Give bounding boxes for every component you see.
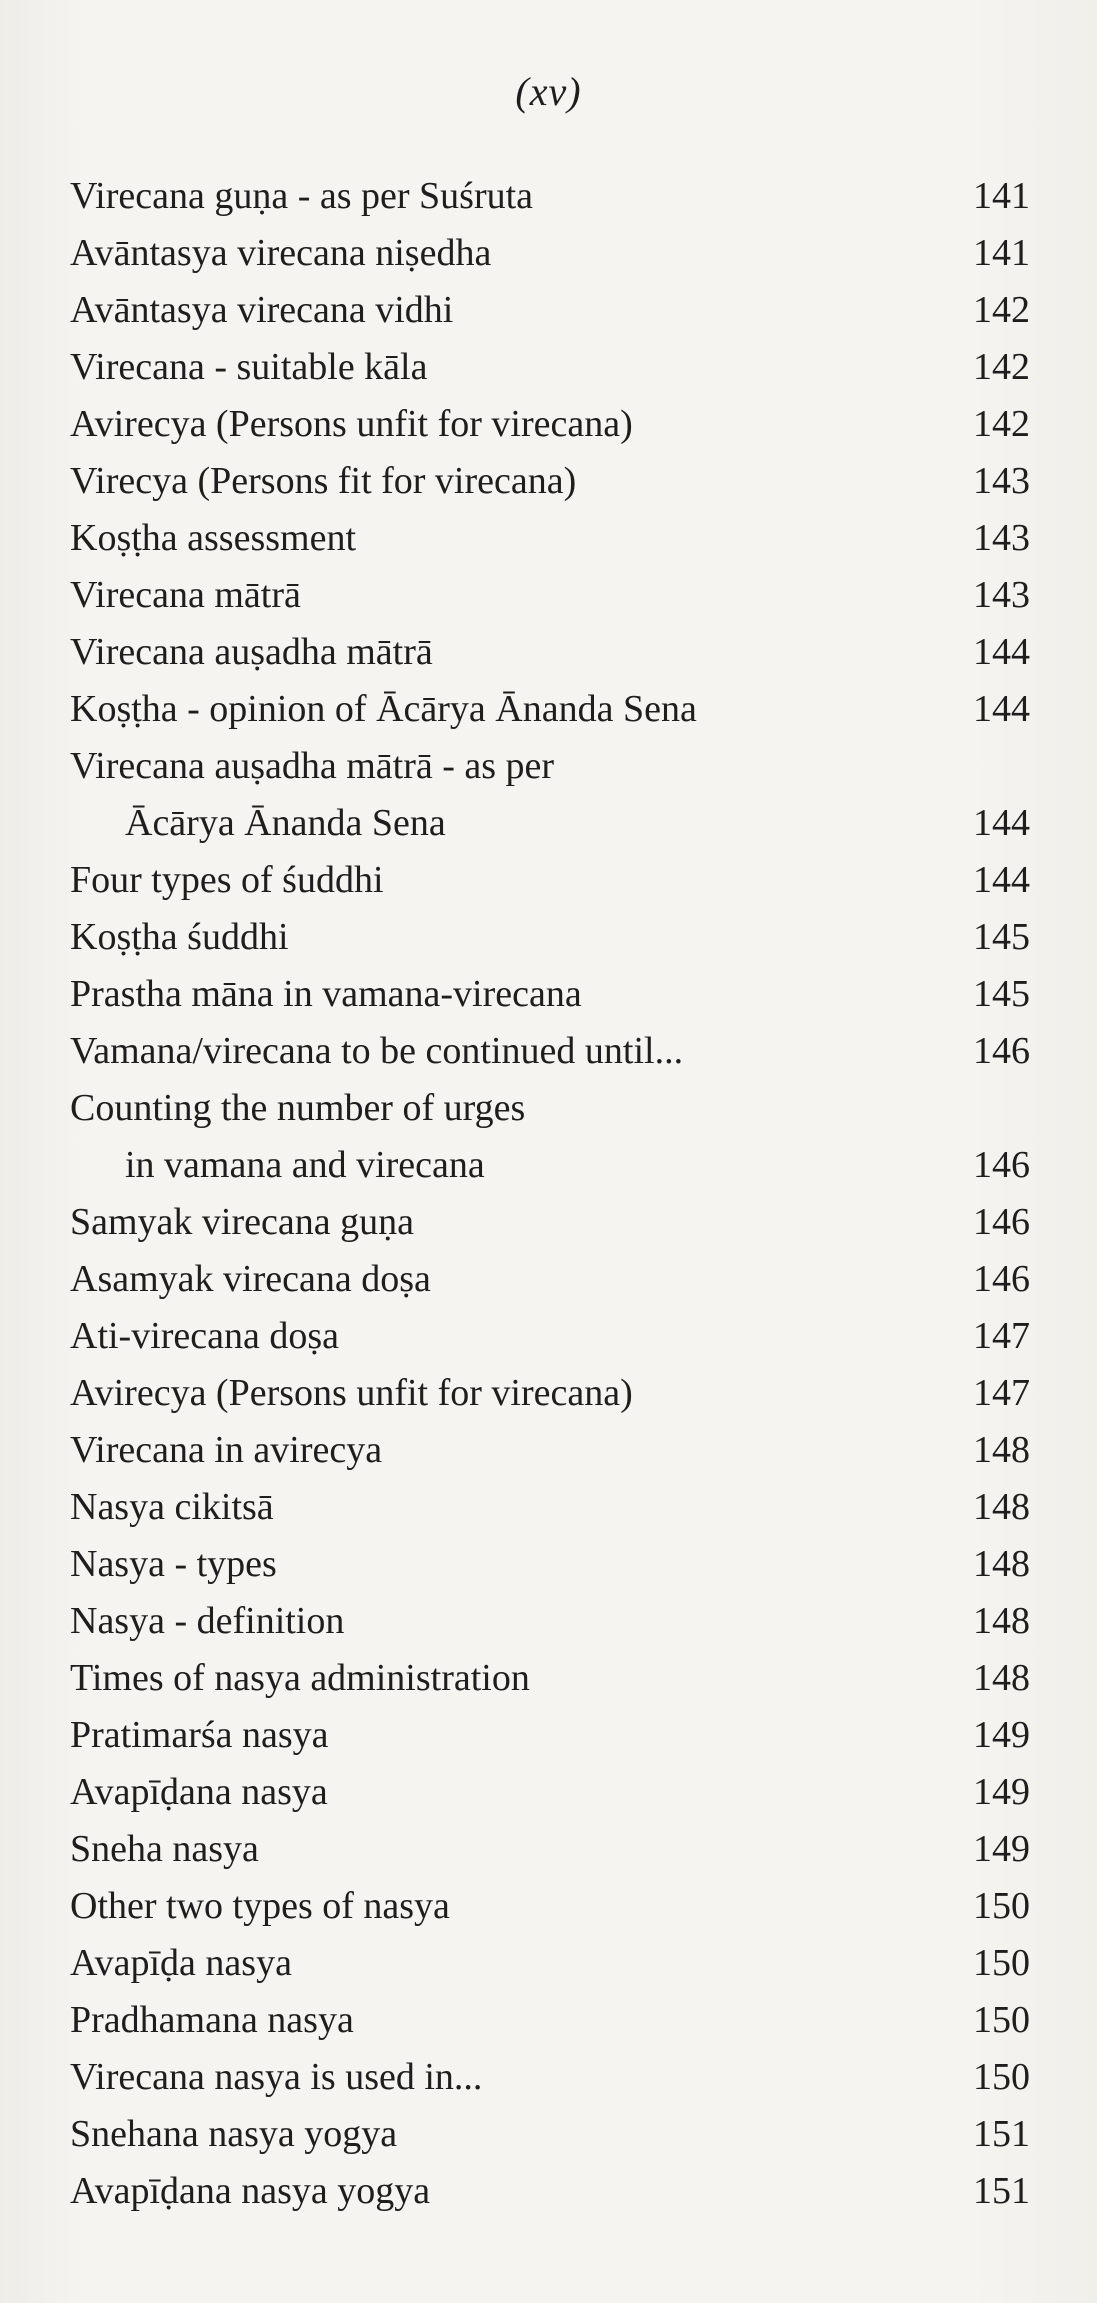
- toc-entry-title: [70, 510, 910, 567]
- toc-entry-title: [70, 1308, 910, 1365]
- toc-entry-page-number: 151: [973, 2170, 1030, 2212]
- toc-entry: [70, 1935, 1030, 1992]
- toc-entry: [70, 1479, 1030, 1536]
- toc-entry-title-line: Counting the number of urges: [70, 1087, 526, 1129]
- toc-entry-title-line: Asamyak virecana doṣa: [70, 1258, 431, 1300]
- toc-entry-title-line: Koṣṭha assessment: [70, 517, 357, 559]
- toc-entry-title-line: Nasya cikitsā: [70, 1486, 274, 1528]
- toc-entry-page-number: 149: [973, 1771, 1030, 1813]
- toc-entry: [70, 1194, 1030, 1251]
- toc-entry-title: [70, 1365, 910, 1422]
- toc-entry-page-number: 150: [973, 1885, 1030, 1927]
- toc-entry-title: [70, 966, 910, 1023]
- toc-entry: [70, 1764, 1030, 1821]
- toc-entry-page-number: 145: [973, 973, 1030, 1015]
- toc-entry-title-line: Samyak virecana guṇa: [70, 1201, 414, 1243]
- toc-entry: [70, 966, 1030, 1023]
- toc-entry-page-number: 143: [973, 574, 1030, 616]
- toc-entry-page-number: 144: [973, 802, 1030, 844]
- toc-entry-title-line: Koṣṭha śuddhi: [70, 916, 289, 958]
- toc-entry-title-line: Virecana guṇa - as per Suśruta: [70, 175, 534, 217]
- toc-entry-title: [70, 1593, 910, 1650]
- toc-entry: [70, 1422, 1030, 1479]
- toc-entry-title: [70, 168, 910, 225]
- toc-entry: [70, 1707, 1030, 1764]
- toc-entry: [70, 1023, 1030, 1080]
- toc-entry: [70, 567, 1030, 624]
- toc-entry: [70, 1365, 1030, 1422]
- toc-entry-page-number: 146: [973, 1030, 1030, 1072]
- toc-entry-title: [70, 1935, 910, 1992]
- toc-entry: [70, 2106, 1030, 2163]
- toc-entry: [70, 1536, 1030, 1593]
- toc-entry-title-line: Virecana mātrā: [70, 574, 301, 616]
- toc-entry-title-line: Avirecya (Persons unfit for virecana): [70, 1372, 633, 1414]
- toc-entry-title-line: Avapīḍana nasya: [70, 1771, 328, 1813]
- toc-entry-title-line: Avāntasya virecana vidhi: [70, 289, 454, 331]
- toc-entry-title: [70, 225, 910, 282]
- toc-entry-title: [70, 1422, 910, 1479]
- toc-entry-title-line: Avapīḍa nasya: [70, 1942, 292, 1984]
- toc-entry-page-number: 147: [973, 1315, 1030, 1357]
- toc-entry-title-line: Pradhamana nasya: [70, 1999, 354, 2041]
- toc-entry-title-line: Avapīḍana nasya yogya: [70, 2170, 431, 2212]
- toc-entry-title-line: Ati-virecana doṣa: [70, 1315, 340, 1357]
- toc-entry-title-line: Virecana nasya is used in...: [70, 2056, 483, 2098]
- toc-entry-title-line: Nasya - definition: [70, 1600, 345, 1642]
- toc-entry: [70, 1251, 1030, 1308]
- toc-entry-page-number: 146: [973, 1201, 1030, 1243]
- toc-entry-title: [70, 1821, 910, 1878]
- toc-entry-page-number: 150: [973, 1999, 1030, 2041]
- toc-entry: [70, 738, 1030, 852]
- toc-entry-title: [70, 1992, 910, 2049]
- toc-entry-title-line: Prastha māna in vamana-virecana: [70, 973, 582, 1015]
- toc-entry-title: [70, 1479, 910, 1536]
- toc-entry-title: [70, 1251, 910, 1308]
- toc-entry-title: [70, 909, 910, 966]
- toc-entry-page-number: 148: [973, 1543, 1030, 1585]
- toc-entry-page-number: 141: [973, 175, 1030, 217]
- toc-entry-title: [70, 738, 910, 852]
- toc-entry-page-number: 151: [973, 2113, 1030, 2155]
- toc-entry-title: [70, 1080, 910, 1194]
- toc-entry-title-line: Virecana auṣadha mātrā - as per: [70, 745, 555, 787]
- toc-entry-page-number: 150: [973, 1942, 1030, 1984]
- toc-entry-title: [70, 1194, 910, 1251]
- toc-entry-page-number: 150: [973, 2056, 1030, 2098]
- toc-entry: [70, 1650, 1030, 1707]
- toc-entry-title-continuation: in vamana and virecana: [125, 1144, 485, 1186]
- toc-entry-title: [70, 1878, 910, 1935]
- toc-entry: [70, 1593, 1030, 1650]
- page-number-header: (xv): [515, 69, 582, 114]
- toc-entry-page-number: 147: [973, 1372, 1030, 1414]
- toc-entry-title-line: Virecana in avirecya: [70, 1429, 383, 1471]
- toc-entry-title: [70, 567, 910, 624]
- toc-entry-page-number: 149: [973, 1828, 1030, 1870]
- toc-entry: [70, 2163, 1030, 2220]
- toc-entry: [70, 1821, 1030, 1878]
- toc-entry-title-line: Four types of śuddhi: [70, 859, 384, 901]
- toc-entry-title-line: Times of nasya administration: [70, 1657, 530, 1699]
- toc-entry-page-number: 148: [973, 1600, 1030, 1642]
- toc-entry-title: [70, 2106, 910, 2163]
- toc-entry-page-number: 145: [973, 916, 1030, 958]
- toc-entry: [70, 339, 1030, 396]
- toc-entry-title-line: Virecana auṣadha mātrā: [70, 631, 433, 673]
- toc-entry-title: [70, 1536, 910, 1593]
- toc-entry-title-line: Koṣṭha - opinion of Ācārya Ānanda Sena: [70, 688, 697, 730]
- toc-entry-page-number: 144: [973, 688, 1030, 730]
- toc-entry: [70, 1080, 1030, 1194]
- toc-entry-title-continuation: Ācārya Ānanda Sena: [125, 802, 446, 844]
- toc-entry: [70, 1992, 1030, 2049]
- toc-entry-title: [70, 1023, 910, 1080]
- toc-entry: [70, 681, 1030, 738]
- toc-entry-page-number: 146: [973, 1144, 1030, 1186]
- toc-entry-title: [70, 852, 910, 909]
- toc-entry: [70, 852, 1030, 909]
- toc-entry: [70, 282, 1030, 339]
- toc-entry-page-number: 142: [973, 403, 1030, 445]
- toc-entry-page-number: 149: [973, 1714, 1030, 1756]
- toc-entry-page-number: 141: [973, 232, 1030, 274]
- toc-entry-page-number: 148: [973, 1486, 1030, 1528]
- toc-entry-title: [70, 2049, 910, 2106]
- toc-entry-page-number: 142: [973, 346, 1030, 388]
- toc-entry-title-line: Sneha nasya: [70, 1828, 259, 1870]
- toc-entry-title-line: Avirecya (Persons unfit for virecana): [70, 403, 633, 445]
- toc-entry: [70, 453, 1030, 510]
- toc-entry-page-number: 144: [973, 859, 1030, 901]
- toc-entry-title: [70, 453, 910, 510]
- toc-entry-title-line: Virecana - suitable kāla: [70, 346, 428, 388]
- toc-entry-title: [70, 2163, 910, 2220]
- toc-entry-page-number: 143: [973, 460, 1030, 502]
- toc-entry: [70, 510, 1030, 567]
- toc-entry: [70, 225, 1030, 282]
- table-of-contents: [70, 168, 1030, 2220]
- toc-entry-title: [70, 624, 910, 681]
- toc-entry-page-number: 142: [973, 289, 1030, 331]
- toc-entry-title: [70, 1650, 910, 1707]
- toc-entry-page-number: 146: [973, 1258, 1030, 1300]
- toc-entry-title: [70, 1764, 910, 1821]
- toc-entry-title-line: Vamana/virecana to be continued until...: [70, 1030, 684, 1072]
- toc-entry: [70, 1878, 1030, 1935]
- toc-entry-title: [70, 339, 910, 396]
- toc-entry-page-number: 148: [973, 1657, 1030, 1699]
- toc-entry: [70, 1308, 1030, 1365]
- toc-entry-title: [70, 282, 910, 339]
- toc-entry-title: [70, 1707, 910, 1764]
- toc-entry: [70, 168, 1030, 225]
- toc-entry-title: [70, 396, 910, 453]
- toc-entry-title: [70, 681, 910, 738]
- toc-entry-title-line: Other two types of nasya: [70, 1885, 450, 1927]
- toc-entry-page-number: 143: [973, 517, 1030, 559]
- toc-entry-title-line: Nasya - types: [70, 1543, 277, 1585]
- toc-entry-title-line: Pratimarśa nasya: [70, 1714, 329, 1756]
- toc-entry: [70, 2049, 1030, 2106]
- toc-entry-page-number: 144: [973, 631, 1030, 673]
- toc-entry: [70, 909, 1030, 966]
- toc-entry-title-line: Snehana nasya yogya: [70, 2113, 398, 2155]
- toc-entry-title-line: Avāntasya virecana niṣedha: [70, 232, 492, 274]
- toc-entry: [70, 624, 1030, 681]
- toc-entry-page-number: 148: [973, 1429, 1030, 1471]
- toc-entry-title-line: Virecya (Persons fit for virecana): [70, 460, 577, 502]
- toc-entry: [70, 396, 1030, 453]
